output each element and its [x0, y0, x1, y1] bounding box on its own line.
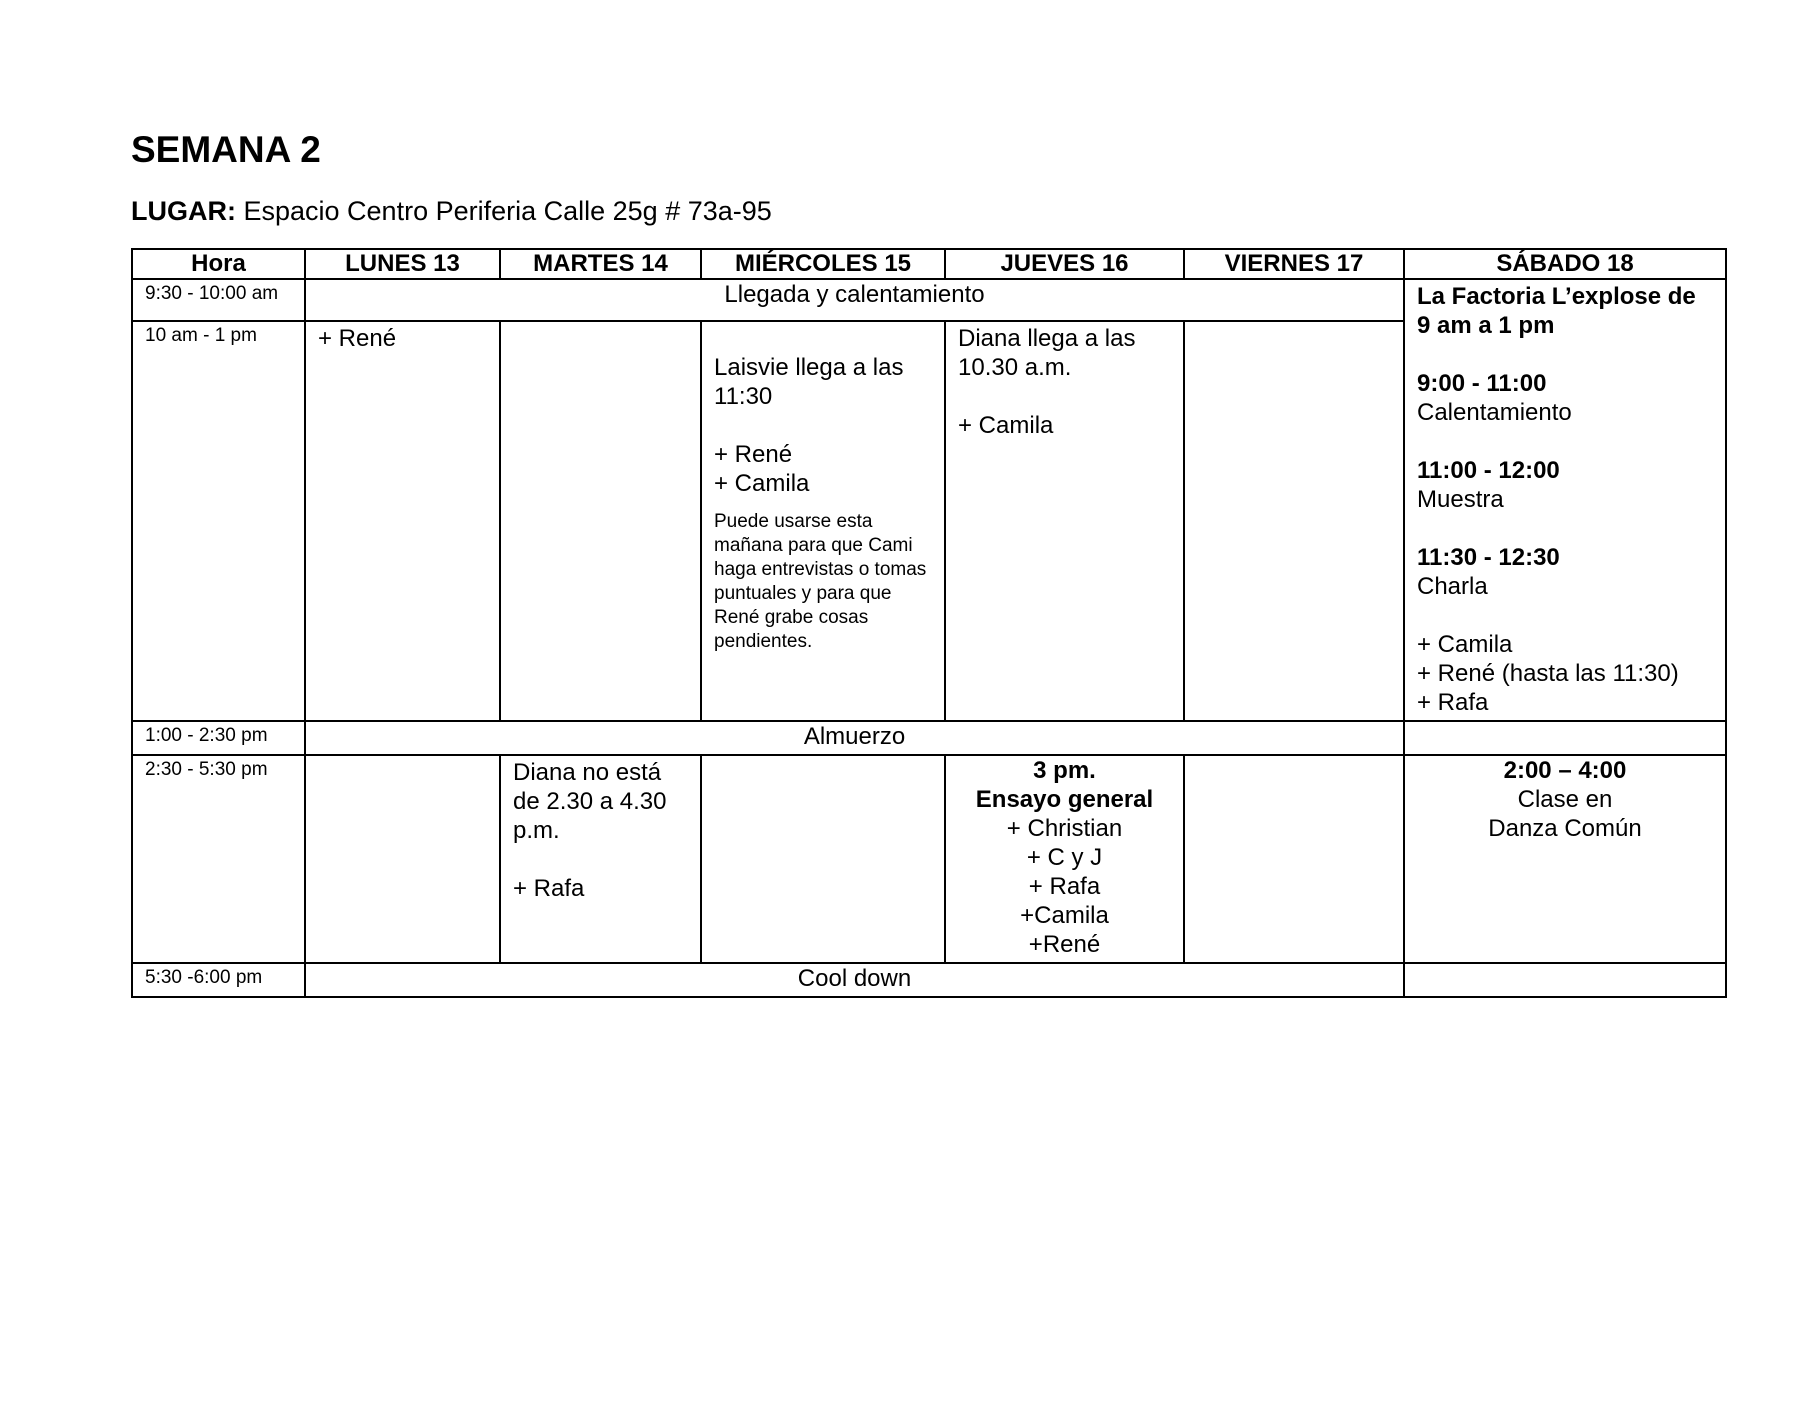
thursday-morning-cell — [945, 321, 1184, 721]
wednesday-participant: + René — [714, 441, 793, 468]
saturday-afternoon-cell — [1404, 755, 1726, 963]
saturday-participant: + Camila — [1417, 631, 1513, 658]
header-jueves: JUEVES 16 — [945, 249, 1184, 279]
saturday-cooldown-cell — [1404, 963, 1726, 997]
tuesday-participant: + Rafa — [513, 875, 585, 902]
tuesday-absence-note: Diana no está de 2.30 a 4.30 p.m. — [513, 759, 667, 844]
table-row — [132, 721, 1726, 755]
saturday-activity-1: Calentamiento — [1417, 399, 1572, 426]
rehearsal-participant: + C y J — [1026, 844, 1103, 871]
class-time: 2:00 – 4:00 — [1503, 757, 1627, 784]
header-viernes: VIERNES 17 — [1184, 249, 1404, 279]
rehearsal-title: Ensayo general — [975, 786, 1154, 813]
saturday-venue-heading: La Factoria L’explose de 9 am a 1 pm — [1417, 283, 1696, 339]
rehearsal-participant: +René — [1028, 931, 1101, 958]
saturday-activity-3: Charla — [1417, 573, 1488, 600]
time-slot-cell: 5:30 -6:00 pm — [132, 963, 305, 997]
saturday-time-1: 9:00 - 11:00 — [1417, 370, 1547, 397]
saturday-morning-cell — [1404, 279, 1726, 721]
time-slot-cell: 10 am - 1 pm — [132, 321, 305, 721]
class-venue: Danza Común — [1488, 815, 1642, 842]
saturday-activity-2: Muestra — [1417, 486, 1504, 513]
header-lunes: LUNES 13 — [305, 249, 500, 279]
rehearsal-participant: +Camila — [1020, 902, 1109, 929]
table-header-row — [132, 249, 1726, 279]
venue-line — [131, 193, 772, 229]
page-title: SEMANA 2 — [131, 129, 321, 170]
wednesday-afternoon-cell — [701, 755, 945, 963]
thursday-arrival-note: Diana llega a las 10.30 a.m. — [958, 325, 1136, 381]
wednesday-small-note: Puede usarse esta mañana para que Cami haga entrevistas o tomas puntuales y para que René grabe cosas pendientes. — [714, 511, 927, 652]
wednesday-participant: + Camila — [714, 470, 810, 497]
monday-morning-cell: + René — [305, 321, 500, 721]
rehearsal-participant: + Rafa — [1028, 873, 1101, 900]
time-slot-cell: 1:00 - 2:30 pm — [132, 721, 305, 755]
tuesday-morning-cell — [500, 321, 701, 721]
header-hora: Hora — [132, 249, 305, 279]
wednesday-arrival-note: Laisvie llega a las 11:30 — [714, 354, 904, 410]
schedule-table — [131, 248, 1727, 998]
tuesday-afternoon-cell — [500, 755, 701, 963]
friday-afternoon-cell — [1184, 755, 1404, 963]
rehearsal-time: 3 pm. — [1033, 757, 1096, 784]
friday-morning-cell — [1184, 321, 1404, 721]
table-row — [132, 279, 1726, 321]
lunch-cell: Almuerzo — [305, 721, 1404, 755]
thursday-afternoon-cell — [945, 755, 1184, 963]
saturday-participant: + René (hasta las 11:30) — [1417, 660, 1679, 687]
header-miercoles: MIÉRCOLES 15 — [701, 249, 945, 279]
thursday-participant: + Camila — [958, 412, 1054, 439]
cool-down-cell: Cool down — [305, 963, 1404, 997]
wednesday-morning-cell — [701, 321, 945, 721]
saturday-participant: + Rafa — [1417, 689, 1489, 716]
saturday-time-2: 11:00 - 12:00 — [1417, 457, 1560, 484]
arrival-warmup-cell: Llegada y calentamiento — [305, 279, 1404, 321]
saturday-time-3: 11:30 - 12:30 — [1417, 544, 1560, 571]
header-sabado: SÁBADO 18 — [1404, 249, 1726, 279]
rehearsal-participant: + Christian — [1006, 815, 1123, 842]
class-label: Clase en — [1517, 786, 1613, 813]
venue-label: LUGAR: — [131, 196, 236, 226]
table-row — [132, 755, 1726, 963]
venue-value: Espacio Centro Periferia Calle 25g # 73a-95 — [235, 196, 772, 226]
monday-afternoon-cell — [305, 755, 500, 963]
saturday-lunch-cell — [1404, 721, 1726, 755]
table-row — [132, 963, 1726, 997]
time-slot-cell: 2:30 - 5:30 pm — [132, 755, 305, 963]
header-martes: MARTES 14 — [500, 249, 701, 279]
time-slot-cell: 9:30 - 10:00 am — [132, 279, 305, 321]
